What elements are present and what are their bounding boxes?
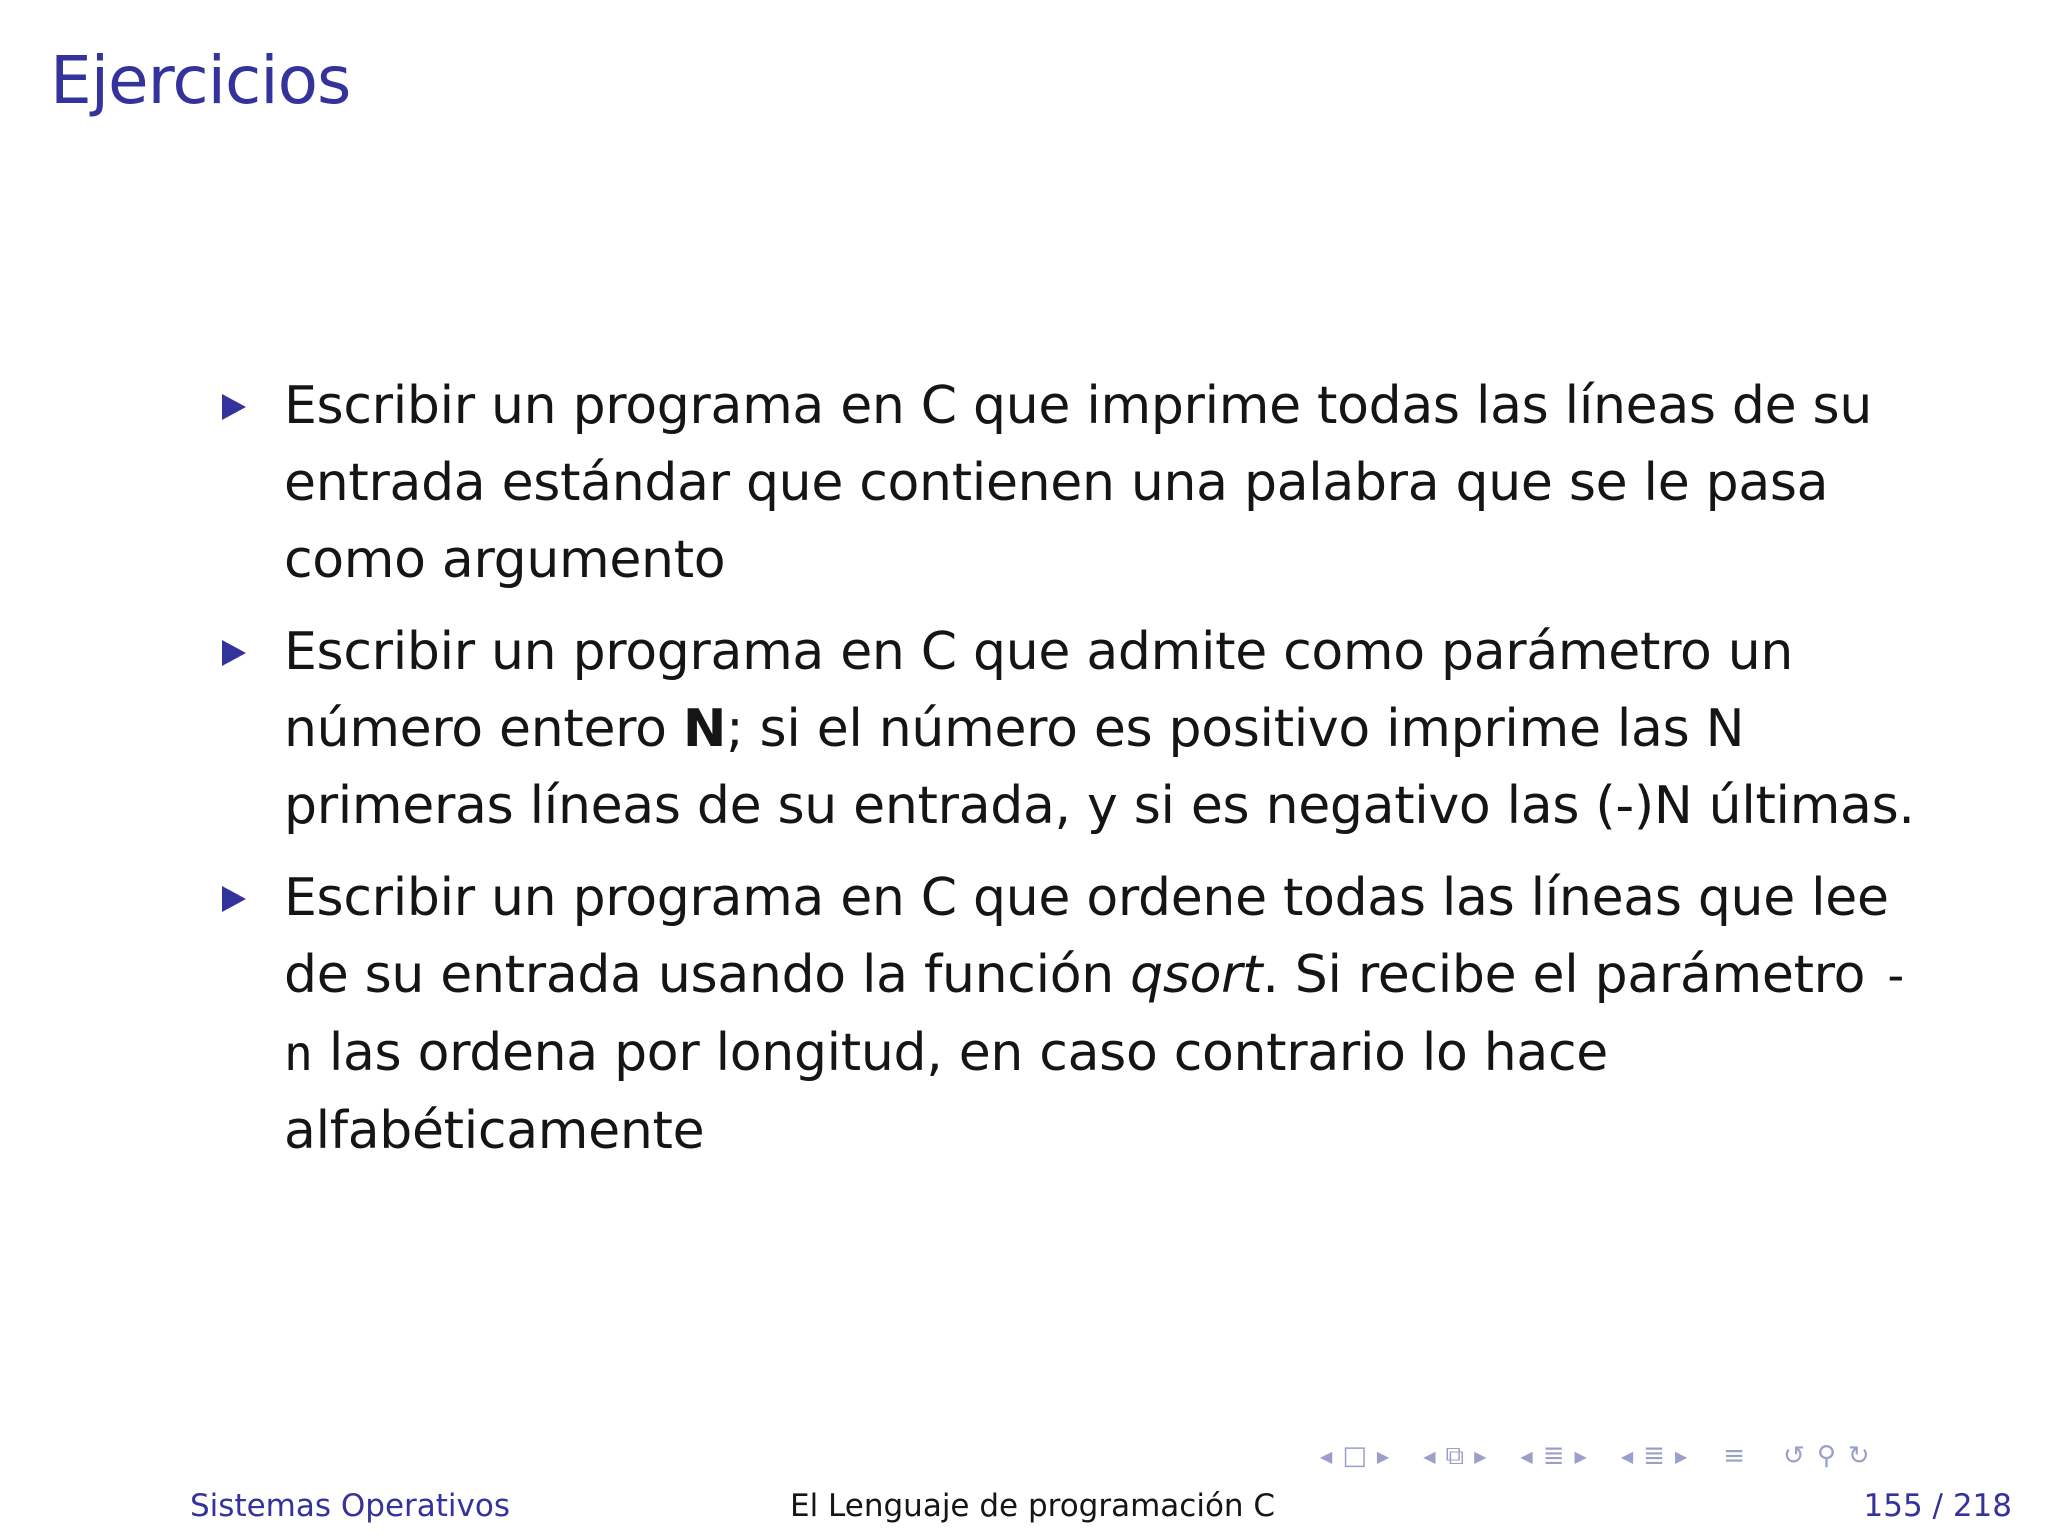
nav-appendix-group [1617,1441,1691,1471]
nav-subsection-icon[interactable]: ⧉ [1445,1440,1465,1471]
list-item [218,860,1918,1170]
nav-subsection-group [1419,1441,1490,1472]
slide-content [218,368,1918,1185]
footer-presentation-title: El Lenguaje de programación C [790,1488,1276,1524]
page-total: 218 [1952,1488,2012,1524]
triangle-bullet-icon [222,394,246,420]
nav-appendix-icon[interactable]: ≣ [1643,1441,1665,1471]
triangle-bullet-icon [222,640,246,666]
nav-prev-arrow-icon[interactable]: ◀ [1620,1446,1634,1466]
nav-next-arrow-icon[interactable]: ▶ [1376,1446,1390,1466]
nav-frame-group [1316,1441,1393,1471]
bullet-text: Escribir un programa en C que imprime todas las líneas de su entrada estándar que contienen una palabra que se le pasa como argumento [284,376,1872,590]
bullet-text: las ordena por longitud, en caso contrario lo hace alfabéticamente [284,1023,1608,1161]
triangle-bullet-icon [222,886,246,912]
nav-search-group [1777,1441,1876,1471]
list-item [218,368,1918,599]
nav-prev-arrow-icon[interactable]: ◀ [1423,1446,1436,1466]
nav-toc-group [1717,1441,1751,1471]
nav-next-arrow-icon[interactable]: ▶ [1674,1446,1688,1466]
nav-forward-icon[interactable]: ↻ [1847,1441,1870,1471]
bullet-list [218,368,1918,1170]
list-item [218,614,1918,845]
bold-term: N [682,699,727,759]
function-name: qsort [1130,945,1263,1005]
nav-prev-arrow-icon[interactable]: ◀ [1320,1446,1333,1466]
nav-next-arrow-icon[interactable]: ▶ [1574,1446,1587,1466]
bullet-text: ; si el número es positivo imprime las N primeras líneas de su entrada, y si es negativo las (-)N últimas. [284,699,1915,836]
footer-course-title: Sistemas Operativos [190,1488,510,1524]
nav-prev-arrow-icon[interactable]: ◀ [1520,1446,1533,1466]
navigation-symbols [1316,1440,1902,1472]
bullet-text: . Si recibe el parámetro [1262,945,1882,1005]
nav-next-arrow-icon[interactable]: ▶ [1474,1446,1487,1466]
nav-frame-icon[interactable]: □ [1342,1441,1367,1471]
slide-title: Ejercicios [50,42,351,119]
page-separator: / [1922,1488,1953,1524]
page-current: 155 [1863,1488,1923,1524]
footer-page-number [1864,1488,2013,1524]
nav-section-group [1516,1441,1590,1471]
nav-back-icon[interactable]: ↺ [1783,1441,1805,1471]
footer [0,1488,2048,1536]
nav-search-icon[interactable]: ⚲ [1816,1441,1836,1471]
nav-toc-icon[interactable]: ≡ [1723,1441,1746,1471]
nav-section-icon[interactable]: ≣ [1542,1441,1565,1471]
bullet-text: Escribir un programa en C que admite como parámetro un número entero [284,622,1794,759]
code-flag: -n [284,948,1910,1082]
bullet-text: Escribir un programa en C que ordene todas las líneas que lee de su entrada usando la función [284,868,1889,1005]
